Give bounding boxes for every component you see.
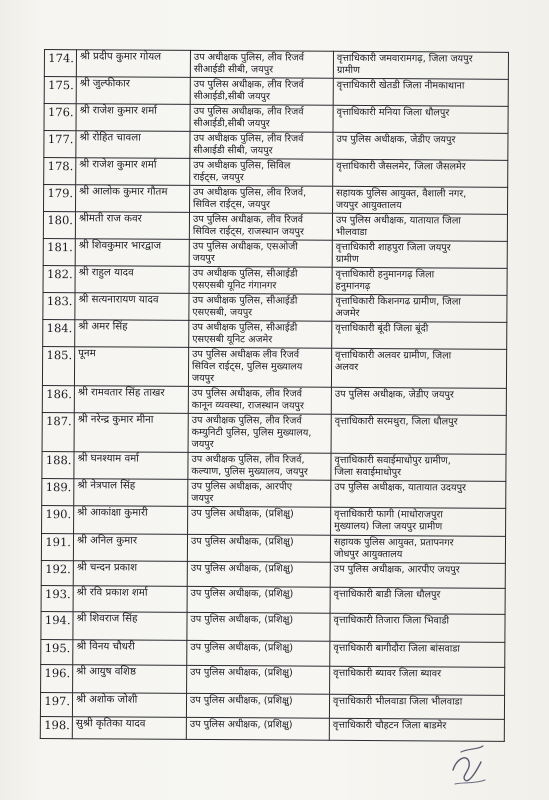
new-posting-cell: वृत्ताधिकारी भीलवाडा जिला भीलवाडा: [329, 694, 504, 719]
officer-name-cell: श्रीमती राज कवर: [75, 212, 189, 240]
current-posting-cell: उप अधीक्षक पुलिस, सीआईडी एसएसबी यूनिट अजमेर: [189, 320, 332, 348]
serial-number-cell: 189.: [42, 478, 74, 505]
table-row: [44, 104, 508, 134]
new-posting-cell: वृत्ताधिकारी किशनगढ ग्रामीण, जिला अजमेर: [332, 294, 507, 322]
table-row: [41, 560, 505, 588]
serial-number-cell: 192.: [41, 560, 73, 585]
current-posting-cell: उप पुलिस अधीक्षक, (प्रशिक्षु): [187, 534, 330, 562]
table-row: [42, 346, 506, 388]
serial-number-cell: 178.: [44, 158, 76, 185]
officer-name-cell: श्री शिवकुमार भारद्वाज: [75, 239, 189, 267]
serial-number-cell: 183.: [43, 292, 75, 319]
table-row: [42, 478, 506, 508]
current-posting-cell: उप पुलिस अधीक्षक, लीव रिजर्व सीआईडी,सीबी जयपुर: [190, 77, 333, 105]
serial-number-cell: 190.: [42, 505, 74, 533]
serial-number-cell: 176.: [44, 104, 76, 131]
serial-number-cell: 185.: [42, 346, 74, 385]
new-posting-cell: सहायक पुलिस आयुक्त, वैशाली नगर, जयपुर आयुक्तालय: [333, 186, 508, 214]
officer-name-cell: श्री अमर सिंह: [75, 320, 189, 348]
officer-name-cell: पूनम: [74, 347, 188, 387]
table-row: [41, 533, 505, 563]
officer-name-cell: श्री राजेश कुमार शर्मा: [76, 104, 190, 132]
table-row: [40, 716, 504, 741]
table-row: [43, 319, 507, 349]
serial-number-cell: 177.: [44, 131, 76, 158]
current-posting-cell: उप अधीक्षक पुलिस, लीव रिजर्व सीआईडी सीबी, जयपुर: [190, 50, 333, 78]
table-row: [42, 451, 506, 481]
new-posting-cell: वृत्ताधिकारी ब्यावर जिला ब्यावर: [330, 666, 505, 695]
current-posting-cell: उप अधीक्षक पुलिस, लीव रिजर्व कम्युनिटी पुलिस, पुलिस मुख्यालय, जयपुर: [188, 413, 331, 453]
table-body: [40, 50, 508, 742]
serial-number-cell: 188.: [42, 451, 74, 478]
table-row: [44, 185, 508, 215]
table-row: [44, 77, 508, 107]
officer-name-cell: श्री नेत्रपाल सिंह: [74, 479, 188, 507]
new-posting-cell: उप पुलिस अधीक्षक, जेडीए जयपुर: [333, 132, 508, 160]
current-posting-cell: उप पुलिस अधीक्षक, (प्रशिक्षु): [187, 665, 330, 694]
new-posting-cell: उप पुलिस अधीक्षक, यातायात जिला भीलवाडा: [332, 213, 507, 241]
table-row: [43, 265, 507, 295]
officer-name-cell: श्री आयुष वशिष्ठ: [73, 665, 187, 694]
current-posting-cell: उप पुलिस अधीक्षक, (प्रशिक्षु): [187, 640, 330, 666]
new-posting-cell: वृत्ताधिकारी सवाईमाधोपुर ग्रामीण, जिला सवाईमाधोपुर: [331, 453, 506, 481]
new-posting-cell: वृत्ताधिकारी चौहटन जिला बाडमेर: [329, 718, 504, 741]
officer-name-cell: श्री घनश्याम वर्मा: [74, 452, 188, 480]
table-row: [42, 385, 506, 415]
new-posting-cell: उप पुलिस अधीक्षक, यातायात उदयपुर: [331, 480, 506, 508]
table-row: [40, 692, 504, 719]
current-posting-cell: उप पुलिस अधीक्षक, (प्रशिक्षु): [188, 506, 331, 535]
new-posting-cell: वृत्ताधिकारी जमवारामगढ़, जिला जयपुर ग्रामीण: [333, 51, 508, 79]
new-posting-cell: वृत्ताधिकारी तिजारा जिला भिवाडी: [330, 613, 505, 642]
serial-number-cell: 194.: [41, 611, 73, 639]
officer-name-cell: श्री रोहित चावला: [76, 131, 190, 159]
table-row: [42, 505, 506, 536]
table-row: [42, 412, 506, 454]
new-posting-cell: उप पुलिस अधीक्षक, जेडीए जयपुर: [331, 387, 506, 415]
table-row: [44, 50, 508, 80]
new-posting-cell: वृत्ताधिकारी खेतडी जिला नीमकाथाना: [333, 78, 508, 106]
officer-name-cell: श्री नरेन्द्र कुमार मीना: [74, 413, 188, 453]
serial-number-cell: 193.: [41, 585, 73, 611]
officer-name-cell: श्री जुल्फीकार: [76, 77, 190, 105]
serial-number-cell: 181.: [43, 238, 75, 265]
officer-name-cell: श्री विनय चौधरी: [73, 640, 187, 666]
new-posting-cell: वृत्ताधिकारी बूंदी जिला बूंदी: [332, 321, 507, 349]
serial-number-cell: 180.: [43, 212, 75, 239]
new-posting-cell: वृत्ताधिकारी सरमथुरा, जिला धौलपुर: [331, 414, 506, 454]
serial-number-cell: 196.: [41, 664, 73, 692]
table-row: [44, 158, 508, 188]
officer-name-cell: श्री आलोक कुमार गौतम: [76, 185, 190, 213]
officer-name-cell: श्री अनिल कुमार: [73, 534, 187, 562]
current-posting-cell: उप अधीक्षक पुलिस, सिविल राईट्स, जयपुर: [190, 158, 333, 186]
new-posting-cell: वृत्ताधिकारी जैसलमेर, जिला जैसलमेर: [333, 159, 508, 187]
current-posting-cell: उप पुलिस अधीक्षक लीव रिजर्व सिविल राईट्स, पुलिस मुख्यालय जयपुर: [188, 347, 331, 387]
serial-number-cell: 195.: [41, 639, 73, 664]
table-row: [41, 611, 505, 642]
officer-name-cell: श्री राहुल यादव: [75, 266, 189, 294]
new-posting-cell: वृत्ताधिकारी हनुमानगढ़ जिला हनुमानगढ़: [332, 267, 507, 295]
serial-number-cell: 179.: [44, 185, 76, 212]
table-row: [43, 292, 507, 322]
new-posting-cell: वृत्ताधिकारी बागीदौरा जिला बांसवाडा: [330, 641, 505, 667]
serial-number-cell: 198.: [40, 716, 72, 738]
serial-number-cell: 186.: [42, 385, 74, 412]
current-posting-cell: उप पुलिस अधीक्षक, आरपीए जयपुर: [188, 479, 331, 507]
officer-name-cell: श्री प्रदीप कुमार गोयल: [76, 50, 190, 78]
table-row: [44, 131, 508, 161]
serial-number-cell: 174.: [44, 50, 76, 77]
current-posting-cell: उप पुलिस अधीक्षक, लीव रिजर्व सीआईडी,सीबी जयपुर: [190, 104, 333, 132]
officer-name-cell: श्री आकांक्षा कुमारी: [74, 506, 188, 535]
serial-number-cell: 175.: [44, 77, 76, 104]
new-posting-cell: सहायक पुलिस आयुक्त, प्रतापनगर जोधपुर आयुक्तालय: [330, 535, 505, 563]
table-row: [41, 585, 505, 614]
table-row: [41, 639, 505, 667]
current-posting-cell: उप अधीक्षक पुलिस, लीव रिजर्व, कल्याण, पुलिस मुख्यालय, जयपुर: [188, 452, 331, 480]
officer-name-cell: श्री राजेश कुमार शर्मा: [76, 158, 190, 186]
new-posting-cell: वृत्ताधिकारी अलवर ग्रामीण, जिला अलवर: [331, 348, 506, 388]
serial-number-cell: 191.: [41, 533, 73, 560]
current-posting-cell: उप पुलिस अधीक्षक, एसओजी जयपुर: [189, 239, 332, 267]
current-posting-cell: उप अधीक्षक पुलिस, लीव रिजर्व सीआईडी सीबी, जयपुर: [190, 131, 333, 159]
current-posting-cell: उप पुलिस अधीक्षक, (प्रशिक्षु): [187, 612, 330, 641]
table-row: [41, 664, 505, 695]
officer-name-cell: सुश्री कृतिका यादव: [72, 717, 186, 740]
serial-number-cell: 184.: [43, 319, 75, 346]
current-posting-cell: उप अधीक्षक पुलिस, सीआईडी एसएसबी यूनिट गंगानगर: [189, 266, 332, 294]
officer-name-cell: श्री चन्दन प्रकाश: [73, 561, 187, 587]
new-posting-cell: वृत्ताधिकारी शाहपुरा जिला जयपुर ग्रामीण: [332, 240, 507, 268]
serial-number-cell: 182.: [43, 265, 75, 292]
current-posting-cell: उप पुलिस अधीक्षक, (प्रशिक्षु): [186, 693, 329, 718]
serial-number-cell: 187.: [42, 412, 74, 451]
transfer-list-table: [40, 49, 509, 742]
table-row: [43, 238, 507, 268]
officer-name-cell: श्री रामवतार सिंह ताखर: [74, 386, 188, 414]
current-posting-cell: उप पुलिस अधीक्षक, (प्रशिक्षु): [187, 561, 330, 587]
officer-name-cell: श्री अशोक जोशी: [72, 693, 186, 718]
new-posting-cell: वृत्ताधिकारी मनिया जिला धौलपुर: [333, 105, 508, 133]
officer-name-cell: श्री रवि प्रकाश शर्मा: [73, 586, 187, 613]
officer-name-cell: श्री शिवराज सिंह: [73, 612, 187, 641]
new-posting-cell: वृत्ताधिकारी फागी (माधोराजपुरा मुख्यालय) जिला जयपुर ग्रामीण: [331, 507, 506, 536]
new-posting-cell: उप पुलिस अधीक्षक, आरपीए जयपुर: [330, 562, 505, 588]
serial-number-cell: 197.: [40, 692, 72, 716]
current-posting-cell: उप पुलिस अधीक्षक, (प्रशिक्षु): [186, 717, 329, 740]
officer-name-cell: श्री सत्यनारायण यादव: [75, 293, 189, 321]
handwritten-signature-icon: [447, 740, 487, 788]
current-posting-cell: उप अधीक्षक पुलिस, सीआईडी एसएसबी, जयपुर: [189, 293, 332, 321]
table-row: [43, 212, 507, 242]
current-posting-cell: उप पुलिस अधीक्षक, (प्रशिक्षु): [187, 586, 330, 613]
current-posting-cell: उप पुलिस अधीक्षक, लीव रिजर्व कानून व्यवस्था, राजस्थान जयपुर: [188, 386, 331, 414]
current-posting-cell: उप अधीक्षक पुलिस, लीव रिजर्व, सिविल राईट्स, जयपुर: [190, 185, 333, 213]
new-posting-cell: वृत्ताधिकारी बाडी जिला धौलपुर: [330, 587, 505, 614]
current-posting-cell: उप पुलिस अधीक्षक, लीव रिजर्व सिविल राईट्स, राजस्थान जयपुर: [189, 212, 332, 240]
